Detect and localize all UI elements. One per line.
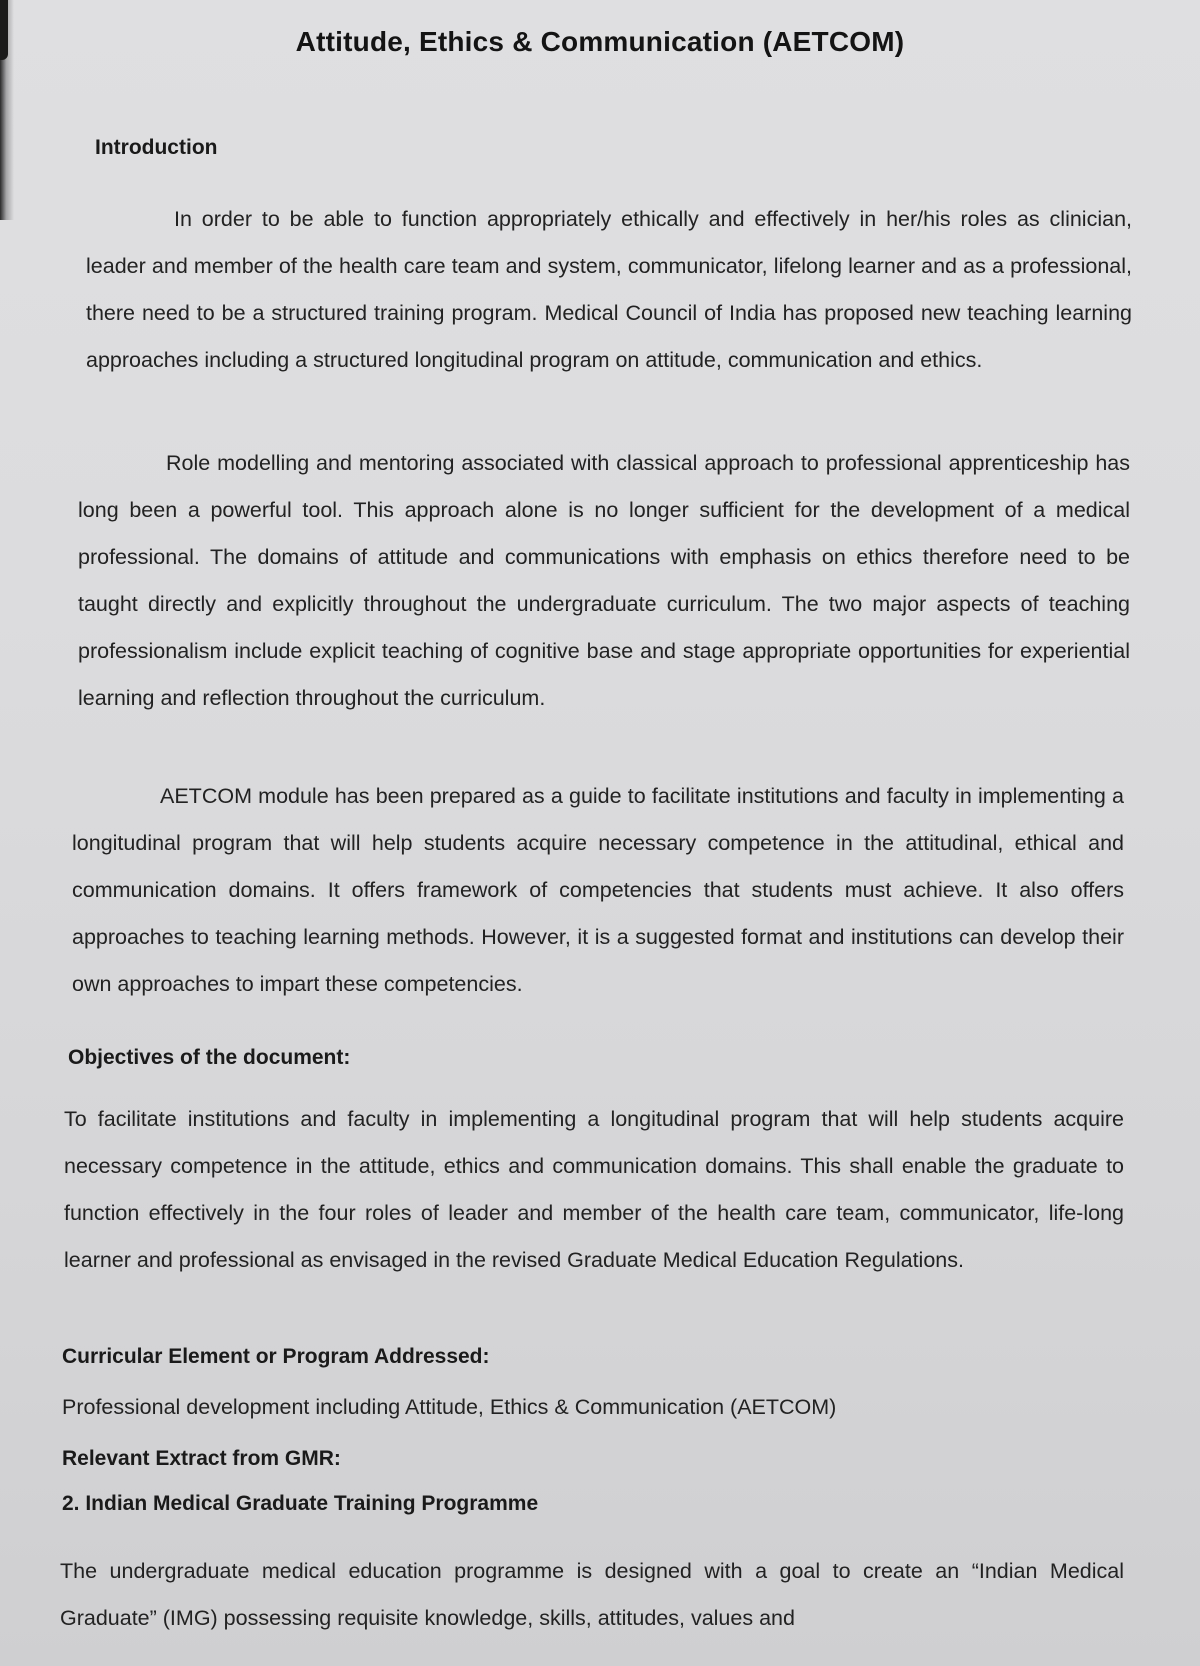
curricular-heading: Curricular Element or Program Addressed: — [62, 1345, 490, 1368]
objectives-paragraph: To facilitate institutions and faculty in implementing a longitudinal program that will help students acquire necessary competence in the attitude, ethics and communication domains. This shall enable the graduate to function effectively in the four roles of leader and member of the health care team, communicator, life-long learner and professional as envisaged in the revised Graduate Medical Education Regulations. — [64, 1107, 1124, 1272]
introduction-heading: Introduction — [95, 136, 218, 159]
gmr-heading: Relevant Extract from GMR: — [62, 1447, 341, 1470]
document-title: Attitude, Ethics & Communication (AETCOM) — [295, 26, 905, 57]
objectives-heading: Objectives of the document: — [68, 1046, 351, 1069]
intro-paragraph-1: In order to be able to function appropriately ethically and effectively in her/his roles as clinician, leader and member of the health care team and system, communicator, lifelong learner and as a professional, there need to be a structured training program. Medical Council of India has proposed new teaching learning approaches including a structured longitudinal program on attitude, communication and ethics. — [86, 207, 1132, 372]
curricular-text: Professional development including Attitude, Ethics & Communication (AETCOM) — [62, 1395, 837, 1419]
intro-paragraph-3: AETCOM module has been prepared as a guide to facilitate institutions and faculty in implementing a longitudinal program that will help students acquire necessary competence in the attitudinal, ethical and communication domains. It offers framework of competencies that students must achieve. It also offers approaches to teaching learning methods. However, it is a suggested format and institutions can develop their own approaches to impart these competencies. — [72, 784, 1124, 996]
gmr-paragraph: The undergraduate medical education programme is designed with a goal to create an “Indian Medical Graduate” (IMG) possessing requisite knowledge, skills, attitudes, values and — [60, 1559, 1124, 1630]
intro-paragraph-2: Role modelling and mentoring associated with classical approach to professional apprenticeship has long been a powerful tool. This approach alone is no longer sufficient for the development of a medical professional. The domains of attitude and communications with emphasis on ethics therefore need to be taught directly and explicitly throughout the undergraduate curriculum. The two major aspects of teaching professionalism include explicit teaching of cognitive base and stage appropriate opportunities for experiential learning and reflection throughout the curriculum. — [78, 451, 1130, 710]
gmr-subheading: 2. Indian Medical Graduate Training Programme — [62, 1492, 539, 1515]
